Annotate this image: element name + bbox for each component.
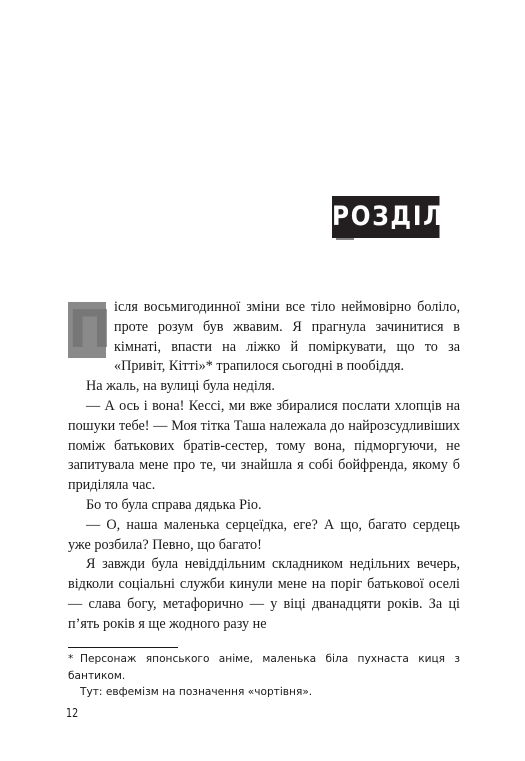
paragraph: На жаль, на вулиці була неділя. [86, 378, 275, 395]
paragraph: — А ось і вона! Кессі, ми вже збиралися послати хлопців на пошуки тебе! — Моя тітка Таша належала до найрозсудливіших поміж батькових братів-сестер, тому вона, підморгуючи, не запитувала мене про те, чи знайшла я собі бойфренда, якому б приділяла час. [68, 397, 460, 494]
footnote-mark: * [68, 653, 74, 665]
page-number: 12 [66, 706, 79, 720]
drop-cap: П [68, 300, 112, 360]
paragraph: ісля восьмигодинної зміни все тіло неймовірно боліло, проте розум був жвавим. Я прагнула зачинитися в кімнаті, впасти на ліжко й поміркувати, що то за «Привіт, Кітті»* трапилося сьогодні в пообіддя. [114, 299, 460, 375]
footnote-text: Персонаж японського аніме, маленька біла пухнаста киця з бантиком. [68, 653, 460, 682]
heading-ink-smudge [336, 236, 354, 240]
footnote [68, 651, 460, 701]
paragraph: Я завжди була невіддільним складником недільних вечерь, відколи соціальні служби кинули мене на поріг батькової оселі — слава богу, метафорично — у віці дванадцяти років. За ці п’ять років я ще жодного разу не [68, 556, 460, 632]
paragraph: Бо то була справа дядька Ріо. [86, 496, 262, 513]
chapter-heading: РОЗДІЛ 2 [332, 196, 440, 238]
body-text [68, 298, 460, 635]
footnote-divider [68, 647, 178, 648]
footnote-line [68, 651, 460, 684]
footnote-line: Тут: евфемізм на позначення «чортівня». [80, 686, 313, 698]
paragraph: — О, наша маленька серцеїдка, еге? А що, багато сердець уже розбила? Певно, що багато! [68, 516, 460, 553]
